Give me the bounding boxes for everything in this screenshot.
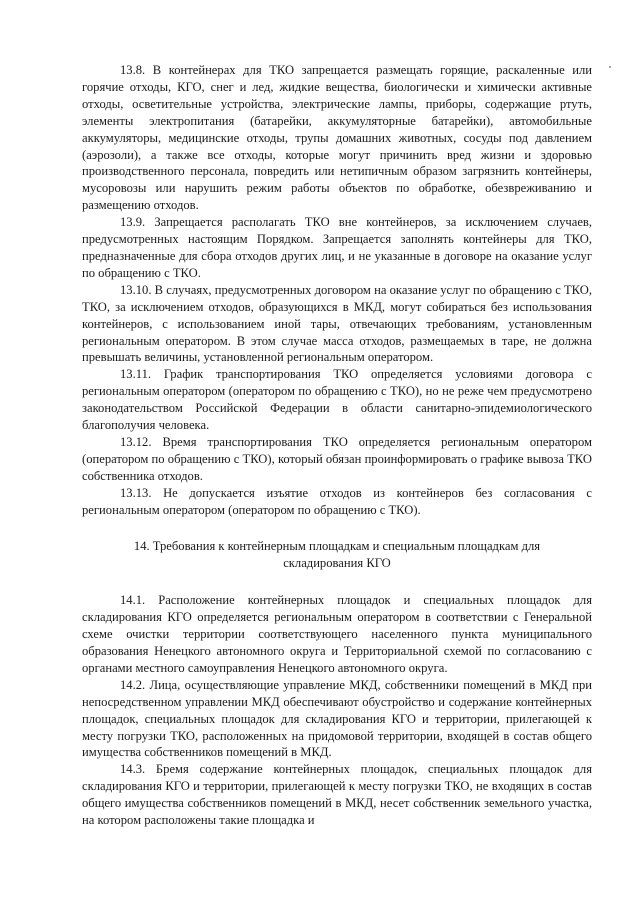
paragraph-13-11: 13.11. График транспортирования ТКО определяется условиями договора с региональным оператором (оператором по обращению с ТКО), но не реже чем предусмотрено законодательством Российской Федерации в области санитарно-эпидемиологического благополучия человека. (82, 367, 592, 433)
paragraph-14-3: 14.3. Бремя содержание контейнерных площадок, специальных площадок для складирования КГО и территории, прилегающей к месту погрузки ТКО, не входящих в состав общего имущества собственников помещений в МКД, несет собственник земельного участка, на котором расположены такие площадка и (82, 762, 592, 828)
section-14-heading-line2: складирования КГО (283, 556, 391, 571)
section-14-heading-line1: 14. Требования к контейнерным площадкам и специальным площадкам для (133, 539, 541, 554)
document-page (82, 62, 592, 829)
paragraph-13-8: 13.8. В контейнерах для ТКО запрещается размещать горящие, раскаленные или горячие отходы, КГО, снег и лед, жидкие вещества, биологически и химически активные отходы, осветительные устройства, электрические лампы, приборы, содержащие ртуть, элементы электропитания (батарейки, аккумуляторные батарейки), автомобильные аккумуляторы, медицинские отходы, трупы домашних животных, сосуды под давлением (аэрозоли), а также все отходы, которые могут причинить вред жизни и здоровью производственного персонала, повредить или нетипичным образом загрязнить контейнеры, мусоровозы или нарушить режим работы объектов по обработке, обезвреживанию и размещению отходов. (82, 63, 592, 213)
paragraph-14-2: 14.2. Лица, осуществляющие управление МКД, собственники помещений в МКД при непосредственном управлении МКД обеспечивают обустройство и содержание контейнерных площадок, специальных площадок для складирования КГО и территории, прилегающей к месту погрузки ТКО, расположенных на придомовой территории, входящей в состав общего имущества собственников помещений в МКД. (82, 677, 592, 760)
scan-speck (609, 66, 611, 68)
section-14-heading (82, 518, 592, 592)
paragraph-14-1: 14.1. Расположение контейнерных площадок и специальных площадок для складирования КГО определяется региональным оператором в соответствии с Генеральной схеме очистки территории соответствующего населенного пункта муниципального образования Ненецкого автономного округа и Территориальной схемой по согласованию с органами местного самоуправления Ненецкого автономного округа. (82, 593, 592, 675)
paragraph-13-9: 13.9. Запрещается располагать ТКО вне контейнеров, за исключением случаев, предусмотренных настоящим Порядком. Запрещается заполнять контейнеры для ТКО, предназначенные для сбора отходов других лиц, и не указанные в договоре на оказание услуг по обращению с ТКО. (82, 215, 592, 280)
paragraph-13-12: 13.12. Время транспортирования ТКО определяется региональным оператором (оператором по обращению с ТКО), который обязан проинформировать о графике вывоза ТКО собственника отходов. (82, 434, 592, 483)
paragraph-13-10: 13.10. В случаях, предусмотренных договором на оказание услуг по обращению с ТКО, ТКО, за исключением отходов, образующихся в МКД, могут собираться без использования контейнеров, с использованием иной тары, отвечающих требованиям, установленным региональным оператором. В этом случае масса отходов, размещаемых в таре, не должна превышать величины, установленной региональным оператором. (82, 282, 592, 365)
paragraph-13-13: 13.13. Не допускается изъятие отходов из контейнеров без согласования с региональным оператором (оператором по обращению с ТКО). (82, 485, 592, 517)
